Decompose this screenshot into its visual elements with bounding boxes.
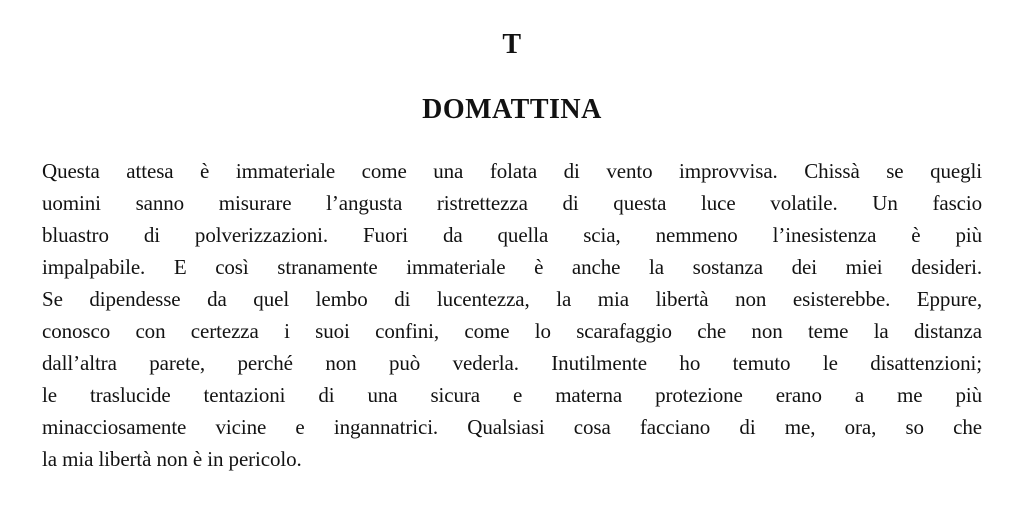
body-paragraph bbox=[42, 155, 982, 475]
paragraph-line: uomini sanno misurare l’angusta ristrettezza di questa luce volatile. Un fascio bbox=[42, 191, 982, 215]
paragraph-line: la mia libertà non è in pericolo. bbox=[42, 447, 302, 471]
paragraph-line: minacciosamente vicine e ingannatrici. Qualsiasi cosa facciano di me, ora, so che bbox=[42, 415, 982, 439]
chapter-title: DOMATTINA bbox=[422, 94, 602, 125]
paragraph-line: Questa attesa è immateriale come una folata di vento improvvisa. Chissà se quegli bbox=[42, 159, 982, 183]
paragraph-line: conosco con certezza i suoi confini, come lo scarafaggio che non teme la distanza bbox=[42, 319, 982, 343]
paragraph-line: bluastro di polverizzazioni. Fuori da quella scia, nemmeno l’inesistenza è più bbox=[42, 223, 982, 247]
paragraph-line: Se dipendesse da quel lembo di lucentezza, la mia libertà non esisterebbe. Eppure, bbox=[42, 287, 982, 311]
paragraph-line: impalpabile. E così stranamente immateriale è anche la sostanza dei miei desideri. bbox=[42, 255, 982, 279]
chapter-marker: T bbox=[502, 29, 522, 60]
paragraph-line: dall’altra parete, perché non può vederla. Inutilmente ho temuto le disattenzioni; bbox=[42, 351, 982, 375]
paragraph-line: le traslucide tentazioni di una sicura e materna protezione erano a me più bbox=[42, 383, 982, 407]
